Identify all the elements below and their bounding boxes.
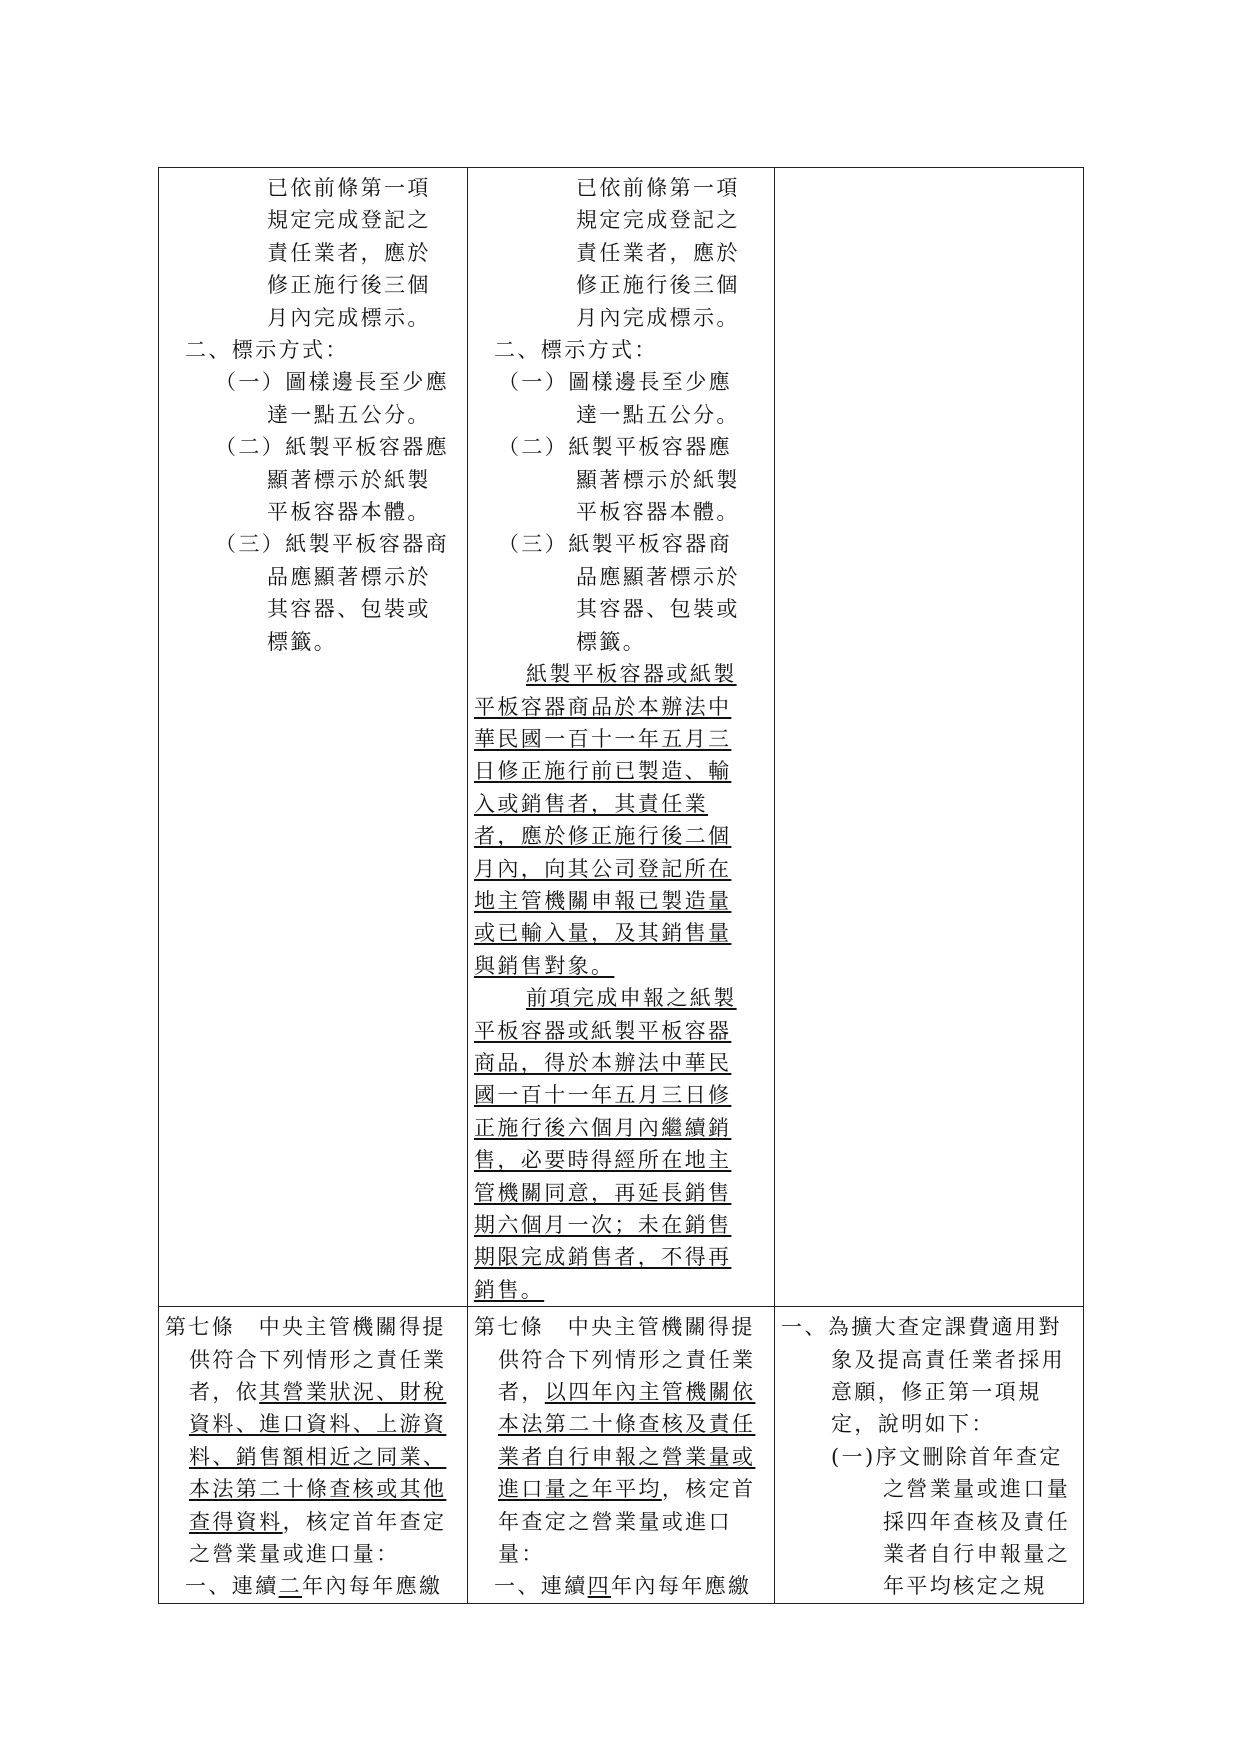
text-segment: 年內每年應繳 bbox=[302, 1574, 443, 1599]
text-line: 其容器、包裝或 bbox=[576, 597, 740, 622]
text-line: 銷售。 bbox=[474, 1277, 545, 1302]
text-line: 顯著標示於紙製 bbox=[267, 467, 431, 492]
text-line: 業者自行申報量之 bbox=[883, 1542, 1071, 1567]
text-line: （一）圖樣邊長至少應 bbox=[498, 370, 732, 395]
sub-item bbox=[472, 431, 770, 528]
amended-text: 查得資料 bbox=[189, 1509, 283, 1534]
text-line: 售，必要時得經所在地主 bbox=[474, 1148, 732, 1173]
amended-text: 料、銷售額相近之同業、 bbox=[189, 1444, 447, 1469]
text-line bbox=[163, 1311, 463, 1343]
text-segment: 第七條 中央主管機關得提 bbox=[474, 1315, 755, 1340]
revised-text-cell bbox=[159, 1307, 468, 1604]
text-segment: 年內每年應繳 bbox=[611, 1574, 752, 1599]
amended-text: 資料、進口資料、上游資 bbox=[189, 1412, 447, 1437]
text-line: 管機關同意，再延長銷售 bbox=[474, 1180, 732, 1205]
text-line: 國一百十一年五月三日修 bbox=[474, 1083, 732, 1108]
sub-item bbox=[472, 366, 770, 431]
text-line: （二）紙製平板容器應 bbox=[215, 435, 449, 460]
text-line bbox=[472, 1441, 770, 1473]
text-segment: 之營業量或進口量： bbox=[189, 1542, 400, 1567]
article-text bbox=[472, 1311, 770, 1603]
text-line: 其容器、包裝或 bbox=[267, 597, 431, 622]
text-line: 顯著標示於紙製 bbox=[576, 467, 740, 492]
text-line: 地主管機關申報已製造量 bbox=[474, 888, 732, 913]
text-segment: 一、連續 bbox=[185, 1574, 279, 1599]
text-line: 平板容器或紙製平板容器 bbox=[474, 1018, 732, 1043]
text-line: 品應顯著標示於 bbox=[267, 564, 431, 589]
text-segment: 者， bbox=[498, 1380, 545, 1405]
text-line bbox=[163, 1441, 463, 1473]
amended-text: 本法第二十條查核及責任 bbox=[498, 1412, 756, 1437]
sub-item bbox=[163, 366, 463, 431]
text-line: 年平均核定之規 bbox=[883, 1574, 1047, 1599]
text-line: 責任業者，應於 bbox=[576, 240, 740, 265]
text-line: 紙製平板容器或紙製 bbox=[526, 662, 737, 687]
explanation-cell bbox=[775, 1307, 1084, 1604]
text-line: 標籤。 bbox=[267, 629, 338, 654]
amended-text: 業者自行申報之營業量或 bbox=[498, 1444, 756, 1469]
text-line: 修正施行後三個 bbox=[267, 273, 431, 298]
explanation-item bbox=[779, 1311, 1079, 1441]
text-line: 或已輸入量，及其銷售量 bbox=[474, 921, 732, 946]
amended-text: 四 bbox=[587, 1574, 612, 1599]
text-segment: 一、連續 bbox=[494, 1574, 588, 1599]
text-line: 期限完成銷售者，不得再 bbox=[474, 1245, 732, 1270]
text-line: （三）紙製平板容器商 bbox=[498, 532, 732, 557]
amended-text: 二 bbox=[278, 1574, 303, 1599]
current-text-cell bbox=[468, 1307, 775, 1604]
text-line: 品應顯著標示於 bbox=[576, 564, 740, 589]
text-line: 月內，向其公司登記所在 bbox=[474, 856, 732, 881]
article-text bbox=[163, 1311, 463, 1603]
text-segment: ，核定首 bbox=[661, 1477, 756, 1502]
text-line: 責任業者，應於 bbox=[267, 240, 431, 265]
text-line: 平板容器本體。 bbox=[267, 500, 431, 525]
text-line: 採四年查核及責任 bbox=[883, 1509, 1071, 1534]
text-segment: 第七條 中央主管機關得提 bbox=[165, 1315, 446, 1340]
text-line bbox=[472, 1570, 770, 1602]
text-segment: 年查定之營業量或進口 bbox=[498, 1509, 732, 1534]
text-line: 之營業量或進口量 bbox=[883, 1477, 1071, 1502]
text-line: 入或銷售者，其責任業 bbox=[474, 791, 708, 816]
text-line: 者，應於修正施行後二個 bbox=[474, 824, 732, 849]
item-heading: 二、標示方式： bbox=[494, 338, 658, 363]
amended-text: 以四年內主管機關依 bbox=[544, 1380, 756, 1405]
amended-text: 進口量之年平均 bbox=[498, 1477, 662, 1502]
text-segment: 供符合下列情形之責任業 bbox=[498, 1347, 756, 1372]
table-row bbox=[159, 168, 1084, 1307]
text-line: (一)序文刪除首年查定 bbox=[831, 1444, 1063, 1469]
text-line: 達一點五公分。 bbox=[576, 402, 740, 427]
text-line bbox=[163, 1506, 463, 1538]
text-line bbox=[472, 1473, 770, 1505]
table-row bbox=[159, 1307, 1084, 1604]
text-line bbox=[163, 1344, 463, 1376]
text-line: 華民國一百十一年五月三 bbox=[474, 726, 732, 751]
sub-item bbox=[472, 528, 770, 658]
text-line: 平板容器本體。 bbox=[576, 500, 740, 525]
explanation-sub-item bbox=[779, 1441, 1079, 1603]
text-line: 修正施行後三個 bbox=[576, 273, 740, 298]
text-segment: 供符合下列情形之責任業 bbox=[189, 1347, 447, 1372]
text-segment: ，核定首年查定 bbox=[282, 1509, 447, 1534]
text-line: 意願，修正第一項規 bbox=[831, 1380, 1042, 1405]
text-line: 達一點五公分。 bbox=[267, 402, 431, 427]
revised-text-cell bbox=[159, 168, 468, 1307]
amended-text: 其營業狀況、財稅 bbox=[259, 1380, 447, 1405]
text-line: 平板容器商品於本辦法中 bbox=[474, 694, 732, 719]
text-line: 已依前條第一項 bbox=[576, 176, 740, 200]
text-line: 已依前條第一項 bbox=[267, 176, 431, 200]
text-line bbox=[163, 1538, 463, 1570]
text-line: 正施行後六個月內繼續銷 bbox=[474, 1115, 732, 1140]
text-line bbox=[472, 1311, 770, 1343]
item-heading: 二、標示方式： bbox=[185, 338, 349, 363]
text-line: 規定完成登記之 bbox=[576, 208, 740, 233]
text-line: （二）紙製平板容器應 bbox=[498, 435, 732, 460]
text-line: （三）紙製平板容器商 bbox=[215, 532, 449, 557]
text-line bbox=[472, 1408, 770, 1440]
text-line: （一）圖樣邊長至少應 bbox=[215, 370, 449, 395]
text-line bbox=[472, 1538, 770, 1570]
paragraph bbox=[472, 982, 770, 1306]
explanation-cell bbox=[775, 168, 1084, 1307]
sub-item bbox=[163, 528, 463, 658]
text-line: 標籤。 bbox=[576, 629, 647, 654]
text-line bbox=[163, 1570, 463, 1602]
text-line: 期六個月一次；未在銷售 bbox=[474, 1213, 732, 1237]
text-segment: 者，依 bbox=[189, 1380, 260, 1405]
amended-text: 本法第二十條查核或其他 bbox=[189, 1477, 447, 1502]
comparison-table bbox=[158, 167, 1084, 1604]
text-line: 象及提高責任業者採用 bbox=[831, 1347, 1065, 1372]
paragraph bbox=[472, 172, 770, 334]
text-line: 月內完成標示。 bbox=[267, 305, 431, 330]
paragraph bbox=[472, 658, 770, 982]
text-line bbox=[163, 1376, 463, 1408]
text-line: 規定完成登記之 bbox=[267, 208, 431, 233]
text-line bbox=[472, 1506, 770, 1538]
text-line: 日修正施行前已製造、輸 bbox=[474, 759, 732, 784]
sub-item bbox=[163, 431, 463, 528]
text-line: 與銷售對象。 bbox=[474, 953, 615, 978]
text-line bbox=[472, 1376, 770, 1408]
text-line: 定，說明如下： bbox=[831, 1412, 995, 1437]
text-line bbox=[163, 1473, 463, 1505]
text-line bbox=[163, 1408, 463, 1440]
text-line: 商品，得於本辦法中華民 bbox=[474, 1050, 732, 1075]
current-text-cell bbox=[468, 168, 775, 1307]
text-line: 前項完成申報之紙製 bbox=[526, 986, 737, 1011]
text-line bbox=[472, 1344, 770, 1376]
text-line: 一、為擴大查定課費適用對 bbox=[781, 1315, 1062, 1340]
text-line: 月內完成標示。 bbox=[576, 305, 740, 330]
text-segment: 量： bbox=[498, 1542, 545, 1567]
paragraph bbox=[163, 172, 463, 334]
